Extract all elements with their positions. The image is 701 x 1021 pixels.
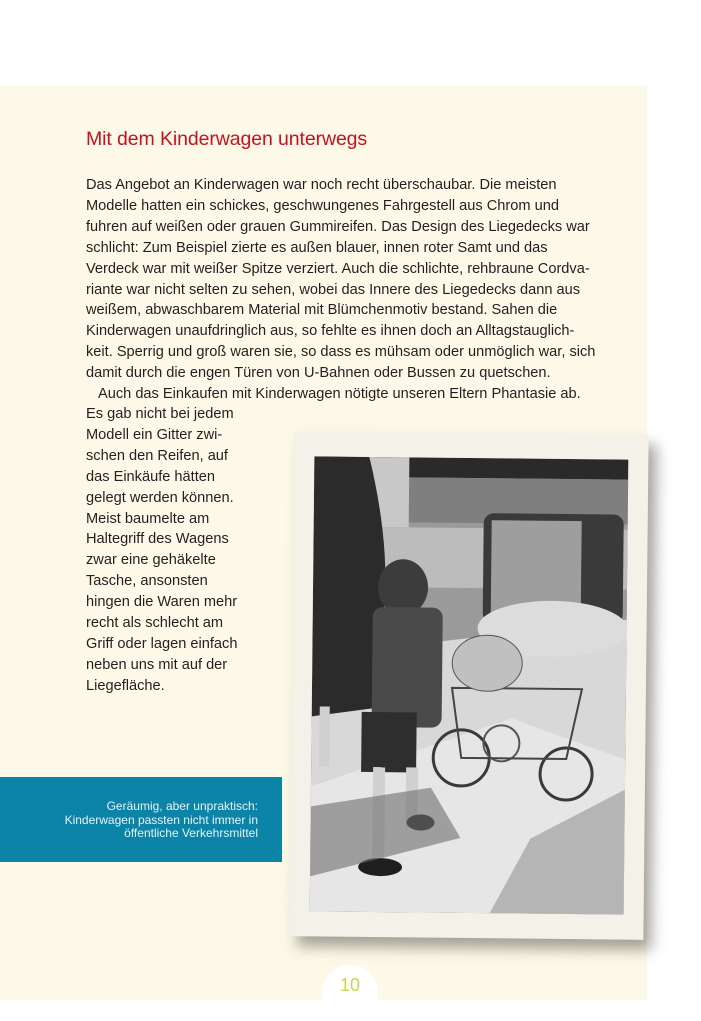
- text-line: Meist baumelte am: [86, 510, 210, 527]
- text-line: fuhren auf weißen oder grauen Gummireifen. Das Design des Liegedecks war: [86, 218, 590, 235]
- text-line: Es gab nicht bei jedem: [86, 406, 234, 422]
- text-line: damit durch die engen Türen von U-Bahnen oder Bussen zu quetschen.: [86, 365, 551, 382]
- text-line: Tasche, ansonsten: [86, 573, 208, 590]
- photo-image: [310, 456, 629, 914]
- text-line: Modelle hatten ein schickes, geschwungenes Fahrgestell aus Chrom und: [86, 197, 559, 214]
- text-line: keit. Sperrig und groß waren sie, so dass es mühsam oder unmöglich war, sich: [86, 344, 596, 361]
- text-line: das Einkäufe hätten: [86, 468, 216, 485]
- text-line: gelegt werden können.: [86, 489, 234, 506]
- text-line: Auch das Einkaufen mit Kinderwagen nötigte unseren Eltern Phantasie ab.: [98, 386, 581, 403]
- text-line: schen den Reifen, auf: [86, 447, 228, 464]
- text-line: Modell ein Gitter zwi-: [86, 426, 223, 443]
- page-number: 10: [339, 975, 361, 995]
- text-line: riante war nicht selten zu sehen, wobei das Innere des Liegedecks dann aus: [86, 281, 581, 298]
- photo-frame: [289, 431, 648, 940]
- caption-line: öffentliche Verkehrsmittel: [124, 826, 258, 840]
- text-line: hingen die Waren mehr: [86, 594, 238, 611]
- body-paragraph-1: [86, 175, 621, 405]
- caption-band: [0, 777, 282, 862]
- page-title: Mit dem Kinderwagen unterwegs: [86, 128, 368, 150]
- text-line: schlicht: Zum Beispiel zierte es außen blauer, innen roter Samt und das: [86, 239, 548, 256]
- text-line: Verdeck war mit weißer Spitze verziert. Auch die schlichte, rehbraune Cordva-: [86, 260, 590, 277]
- text-line: neben uns mit auf der: [86, 656, 228, 673]
- text-line: Das Angebot an Kinderwagen war noch recht überschaubar. Die meisten: [86, 177, 557, 193]
- text-line: weißem, abwaschbarem Material mit Blümchenmotiv bestand. Sahen die: [86, 302, 558, 319]
- body-paragraph-2: [86, 404, 286, 697]
- caption-line: Kinderwagen passten nicht immer in: [64, 812, 258, 827]
- caption-line: Geräumig, aber unpraktisch:: [106, 799, 258, 813]
- photo-caption: [65, 800, 258, 841]
- text-line: recht als schlecht am: [86, 615, 224, 632]
- text-line: Haltegriff des Wagens: [86, 531, 229, 548]
- text-line: zwar eine gehäkelte: [86, 552, 216, 569]
- text-line: Griff oder lagen einfach: [86, 635, 238, 652]
- text-line: Kinderwagen unaufdringlich aus, so fehlte es ihnen doch an Alltagstauglich-: [86, 323, 575, 340]
- page-margin: [0, 1000, 701, 1020]
- text-line: Liegefläche.: [86, 677, 165, 694]
